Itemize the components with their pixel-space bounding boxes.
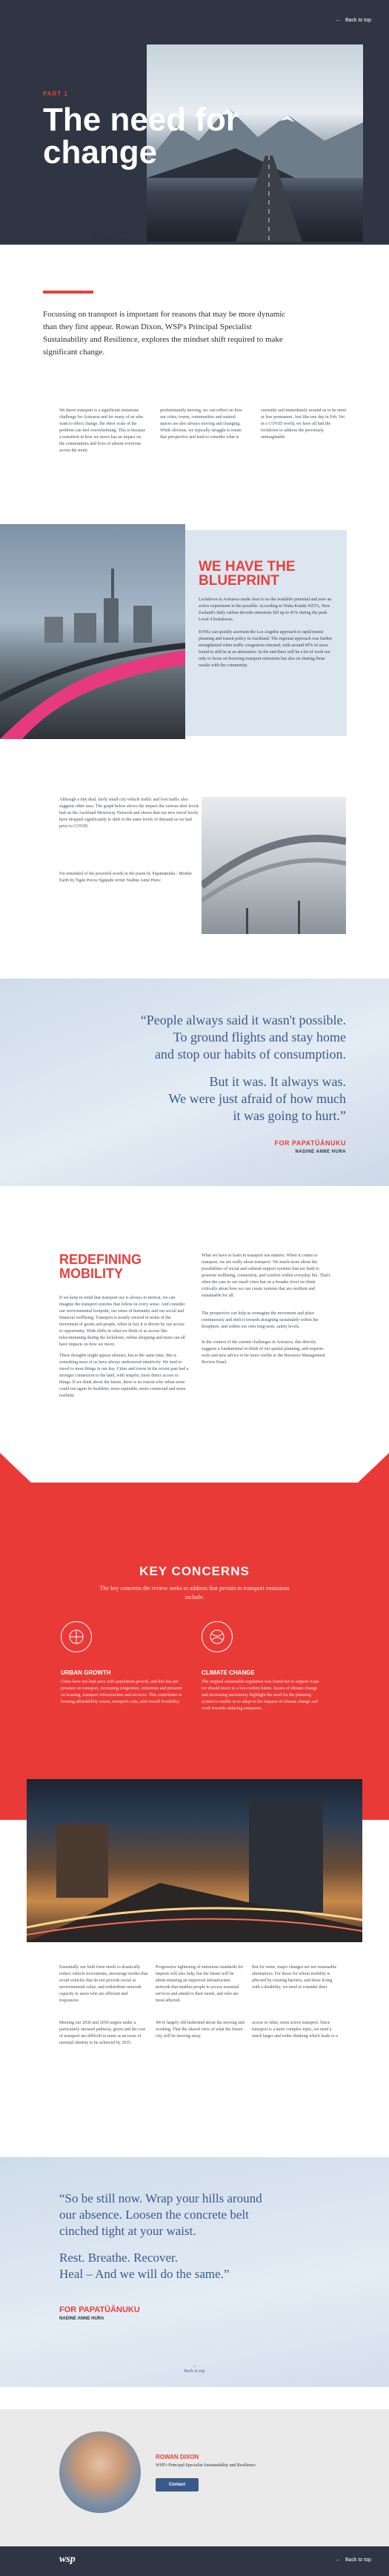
back-to-top-label-footer: Back to top [345,2557,371,2563]
intro-col-2: predominantly moving, we can reflect on how our cities, towns, communities and natural spaces are also always moving and changing. While obvious, we typically struggle to retain that perspective and tend to consider what is [160,408,242,440]
part-label: PART 1 [43,90,68,97]
contact-button[interactable]: Contact [156,2478,199,2491]
street-illustration [27,1779,362,1942]
mobility-col2-p2: The perspective can help us reimagine the movement and place continuously and shift it towards designing sustainably within the biosphere, and within our own long-term, safety levels. [202,1311,319,1329]
quote-2-line: Rest. Breathe. Recover. [59,2251,179,2265]
mobility-col2-p3: In the context of the current challenges in Aotearoa, this directly suggests a fundamental re-think of our spatial planning, and requires tools and new advice to be more visible to the Resource Management Review Panel. [202,1340,325,1365]
mobility-col1-p2: These thoughts might appear abstract, but at the same time, this is something most of us have always understood intuitively. We tend to travel to most things in our day. Cities and towns in the recent past had a stronger connection to the land, with simpler, more direct access to things. If we think about the future, there is no reason why urban areas could not again be healthier, more equitable, more connected and more resilient. [59,1354,189,1398]
section-two-text-1: Although a tiny deal, fairly small city vehicle traffic and foot traffic also suggests other uses. The graph below shows the impact the various alert levels had on the Auckland Motorway Network and shows that our new travel levels have dropped significantly to shift to the same levels of demand as we had prior to COVID. [59,798,199,829]
quote-1-text [79,1012,346,1125]
quote-section-2 [0,2157,389,2387]
wsp-logo[interactable]: wsp [59,2554,76,2565]
byline: By Rowan Dixon [90,236,127,242]
quote-2-line: cinched tight at your waist. [59,2224,196,2238]
city-illustration [0,524,185,739]
blueprint-panel [185,530,347,736]
quote-2-line: “So be still now. Wrap your hills around [59,2191,262,2205]
quote-2-line: Heal – And we will do the same.” [59,2267,230,2281]
mobility-col2-p1: What we have to learn in transport use matters. When it comes to transport, we are really about transport. We much more about the possibilities of social and cultural support systems that are built to promote wellbeing, connection, and comfort within everyday life. That's often the case in our small cities but on a broader level we think critically about how we can create systems that are resilient and sustainable for all. [202,1254,330,1298]
urban-growth-title: URBAN GROWTH [61,1669,111,1676]
back-to-top-label-2: Back to top [184,2369,205,2374]
author-role: WSP's Principal Specialist Sustainability and Resilience [156,2463,256,2468]
hero-section [0,0,389,245]
climate-globe-icon [202,1621,233,1652]
quote-section-1 [0,979,389,1186]
intro-section [0,291,389,359]
quote-1-line: But it was. It always was. [209,1074,346,1089]
page-title: The need for change [43,102,239,170]
quote-1-source: FOR PAPATŪĀNUKU [274,1139,346,1147]
arrow-up-icon: ↑ [193,2365,196,2369]
key-concerns-heading: KEY CONCERNS [139,1564,250,1578]
blueprint-section [0,515,389,745]
closing-col3-p1: But for some, major changes are not reasonable alternatives. For those for whom mobility is affected by existing barriers, and those living with a disability, we need to consider their [252,1965,337,1990]
quote-2-text [59,2191,333,2282]
city-bridge-photo [0,524,185,739]
intro-lead: Focussing on transport is important for reasons that may be more dynamic than they first appear. Rowan Dixon, WSP's Principal Specialist Sustainability and Resilience, explores the mindset shift required to make significant change. [43,310,286,357]
urban-growth-desc: Cities have not kept pace with population growth, and this has put pressure on transport, increasing congestion, emissions and pressure on housing, transport infrastructure and services. This contributes to housing affordability issues, transport costs, and overall liveability. [61,1680,182,1704]
author-card [0,2409,389,2546]
mobility-col1-p1: If we keep in mind that transport use is always in motion, we can imagine the transport systems that follow in every sense. And consider our environmental footprint, our sense of humanity and our social and financial wellbeing. Transport is mostly viewed in terms of the movement of goods and people, when in fact it is driven by our access to opportunity. Wide shifts in what we think of as access like telecommuting during the lockdown, online shopping and more can all have impacts on how we move. [59,1296,185,1347]
key-concerns-subtitle: The key concerns the review seeks to address that pertain to transport emissions include: [99,1585,290,1600]
key-concerns-section [0,1453,389,1820]
section-two-text-2: I'm reminded of the powerful words in the poem by Papatūānuku - Mother Earth by Ngāti Porou Ngāpuhi writer Nadine Anne Hura: [59,872,193,883]
quote-1-spacer [79,1063,346,1073]
bridge-sculpture-photo [202,797,346,934]
footer [0,2546,389,2576]
back-to-top-label: Back to top [345,18,371,23]
quote-1-line: We were just afraid of how much [168,1091,346,1106]
intro-col-1: We know transport is a significant emissions challenge for Aotearoa and for many of us who want to effect change, the sheer scale of the problem can feel overwhelming. This is because a transition in how we move has an impact on the communities and lives of almost everyone across the motu. [59,408,146,453]
quote-2-spacer [59,2239,333,2250]
closing-col2-p1: Progressive tightening of emissions standards for imports will also help, but the future will be about ensuring an improved infrastructure network that enables people to access essential services and attend to their needs, and who are most affected. [156,1965,244,2003]
arrow-left-icon: ← [335,2557,341,2563]
closing-col1-p2: Meeting our 2030 and 2050 targets under a particularly stressed pathway, given and the cost of transport are difficult to meet as an issue of national identity to be achieved by 2035. [59,2021,146,2045]
mobility-heading: REDEFINING MOBILITY [59,1252,142,1281]
quote-2-source: FOR PAPATŪĀNUKU [59,2305,140,2314]
quote-1-line: and stop our habits of consumption. [155,1047,346,1062]
night-street-photo [27,1779,362,1942]
arrow-left-icon: ← [335,18,341,23]
closing-col3-p2: access to other, more active transport. Since transport is a more complex topic, we need a much larger and wider thinking which leads to a [252,2021,338,2039]
closing-col1-p1: Essentially our built form needs to drastically reduce vehicle movements, encourage modes that avoid vehicles that do not provide social or environmental value, and redistribute network capacity to users who are efficient and responsive. [59,1965,148,2003]
back-to-top-link[interactable] [336,18,371,23]
closing-col2-p2: We're largely old-fashioned about the moving and working. That the shared view of what the future city will be moving away [156,2021,245,2039]
climate-change-desc: The original sustainable regulation was found not to support ways we should move to a low-carbon future. Issues of climate change and increasing uncertainty highlight the need for the planning system to enable us to adapt to the impacts of climate change and work towards reducing emissions. [202,1680,319,1711]
quote-1-line: it was going to hurt.” [233,1108,346,1123]
quote-1-line: To ground flights and stay home [173,1030,346,1044]
back-to-top-link-footer[interactable] [336,2557,371,2563]
quote-2-line: our absence. Loosen the concrete belt [59,2208,249,2222]
quote-1-author: NADINE ANNE HURA [295,1150,346,1154]
intro-columns [59,408,348,454]
globe-network-icon [61,1621,92,1652]
back-to-top-link-2[interactable] [0,2365,389,2374]
blueprint-paragraph-1: Lockdown in Aotearoa made clear to us the available potential and now an active experiment in the possible. According to Waka Kotahi NZTA, New Zealand's daily carbon dioxide emissions fell up to 41% during the peak Level 4 lockdowns. [199,597,332,622]
quote-1-line: “People always said it wasn't possible. [140,1013,346,1027]
red-rule [43,291,93,294]
author-avatar [59,2431,141,2513]
bridge-illustration [202,797,346,934]
blueprint-paragraph-2: KWEs can quickly ascertain the Los Angeles approach to rapid transit planning and transit policy in Auckland. The regional approach was further strengthened when traffic congestion returned, with around 60% of users found to still be at an alternative. In the end there will be a lot of work not only to focus on lowering transport emissions but also on sharing those results with the community. [199,630,333,668]
key-concerns-top-cut [0,1453,389,1483]
quote-2-author: NADINE ANNE HURA [59,2317,104,2321]
author-name: ROWAN DIXON [156,2454,199,2460]
climate-change-title: CLIMATE CHANGE [202,1669,255,1676]
blueprint-heading: WE HAVE THE BLUEPRINT [199,559,296,589]
intro-col-3: currently and immediately around us to be more or less permanent. Just like one day in Feb. Yet in a COVID world, we have all had the lockdown to address the previously unimaginable [261,408,347,440]
